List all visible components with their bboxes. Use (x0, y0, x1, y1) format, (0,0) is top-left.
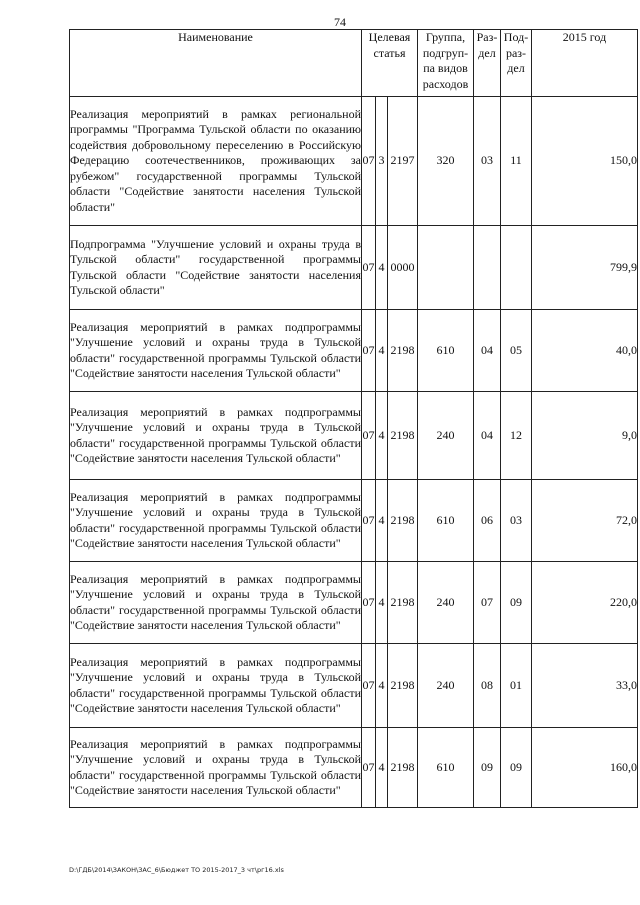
header-target: Целевая статья (362, 30, 418, 97)
subsection-code: 11 (501, 97, 532, 226)
table-row (70, 392, 638, 480)
expense-group: 610 (418, 728, 474, 808)
section-code (474, 226, 501, 310)
target-code-subprogram: 4 (376, 728, 388, 808)
row-name: Реализация мероприятий в рамках региональной программы "Программа Тульской области по оказанию содействия добровольному переселению в Российскую Федерацию соотечественников, проживающих за рубежом" государственной программы Тульской области "Содействие занятости населения Тульской области" (70, 97, 362, 226)
amount-2015: 40,0 (532, 310, 638, 392)
target-code-item: 2198 (388, 310, 418, 392)
page-number: 74 (334, 15, 346, 29)
table-row (70, 310, 638, 392)
target-code-subprogram: 4 (376, 480, 388, 562)
table-row (70, 728, 638, 808)
subsection-code: 09 (501, 562, 532, 644)
expense-group: 240 (418, 562, 474, 644)
table-row (70, 480, 638, 562)
target-code-item: 2198 (388, 562, 418, 644)
target-code-subprogram: 4 (376, 226, 388, 310)
amount-2015: 9,0 (532, 392, 638, 480)
amount-2015: 150,0 (532, 97, 638, 226)
target-code-item: 2197 (388, 97, 418, 226)
subsection-code: 12 (501, 392, 532, 480)
target-code-item: 2198 (388, 480, 418, 562)
target-code-subprogram: 4 (376, 562, 388, 644)
header-year: 2015 год (532, 30, 638, 97)
expense-group: 320 (418, 97, 474, 226)
expense-group (418, 226, 474, 310)
table-row (70, 226, 638, 310)
amount-2015: 160,0 (532, 728, 638, 808)
header-row (70, 30, 638, 97)
budget-table (69, 29, 638, 808)
row-name: Реализация мероприятий в рамках подпрограммы "Улучшение условий и охраны труда в Тульской области" государственной программы Тульской области "Содействие занятости населения Тульской области" (70, 310, 362, 392)
subsection-code: 01 (501, 644, 532, 728)
target-code-program: 07 (362, 310, 376, 392)
table-row (70, 562, 638, 644)
table-row (70, 97, 638, 226)
row-name: Реализация мероприятий в рамках подпрограммы "Улучшение условий и охраны труда в Тульской области" государственной программы Тульской области "Содействие занятости населения Тульской области" (70, 728, 362, 808)
expense-group: 610 (418, 310, 474, 392)
target-code-program: 07 (362, 97, 376, 226)
row-name: Реализация мероприятий в рамках подпрограммы "Улучшение условий и охраны труда в Тульской области" государственной программы Тульской области "Содействие занятости населения Тульской области" (70, 644, 362, 728)
section-code: 04 (474, 310, 501, 392)
expense-group: 240 (418, 644, 474, 728)
amount-2015: 72,0 (532, 480, 638, 562)
amount-2015: 220,0 (532, 562, 638, 644)
subsection-code (501, 226, 532, 310)
target-code-program: 07 (362, 562, 376, 644)
target-code-program: 07 (362, 728, 376, 808)
row-name: Подпрограмма "Улучшение условий и охраны труда в Тульской области" государственной программы Тульской области "Содействие занятости населения Тульской области" (70, 226, 362, 310)
file-path: D:\ГДБ\2014\ЗАКОН\ЗАС_6\Бюджет ТО 2015-2017_3 чт\рг16.xls (69, 866, 284, 874)
target-code-program: 07 (362, 392, 376, 480)
target-code-item: 0000 (388, 226, 418, 310)
subsection-code: 03 (501, 480, 532, 562)
target-code-program: 07 (362, 480, 376, 562)
target-code-subprogram: 4 (376, 310, 388, 392)
section-code: 03 (474, 97, 501, 226)
section-code: 04 (474, 392, 501, 480)
amount-2015: 33,0 (532, 644, 638, 728)
section-code: 08 (474, 644, 501, 728)
header-section: Раз-дел (474, 30, 501, 97)
target-code-program: 07 (362, 644, 376, 728)
header-subsection: Под-раз-дел (501, 30, 532, 97)
expense-group: 240 (418, 392, 474, 480)
target-code-subprogram: 3 (376, 97, 388, 226)
target-code-item: 2198 (388, 392, 418, 480)
row-name: Реализация мероприятий в рамках подпрограммы "Улучшение условий и охраны труда в Тульской области" государственной программы Тульской области "Содействие занятости населения Тульской области" (70, 392, 362, 480)
header-name: Наименование (70, 30, 362, 97)
row-name: Реализация мероприятий в рамках подпрограммы "Улучшение условий и охраны труда в Тульской области" государственной программы Тульской области "Содействие занятости населения Тульской области" (70, 562, 362, 644)
header-group: Группа, подгруп-па видов расходов (418, 30, 474, 97)
subsection-code: 05 (501, 310, 532, 392)
target-code-item: 2198 (388, 644, 418, 728)
section-code: 09 (474, 728, 501, 808)
target-code-item: 2198 (388, 728, 418, 808)
section-code: 06 (474, 480, 501, 562)
row-name: Реализация мероприятий в рамках подпрограммы "Улучшение условий и охраны труда в Тульской области" государственной программы Тульской области "Содействие занятости населения Тульской области" (70, 480, 362, 562)
table-row (70, 644, 638, 728)
section-code: 07 (474, 562, 501, 644)
target-code-subprogram: 4 (376, 392, 388, 480)
amount-2015: 799,9 (532, 226, 638, 310)
target-code-subprogram: 4 (376, 644, 388, 728)
target-code-program: 07 (362, 226, 376, 310)
subsection-code: 09 (501, 728, 532, 808)
expense-group: 610 (418, 480, 474, 562)
